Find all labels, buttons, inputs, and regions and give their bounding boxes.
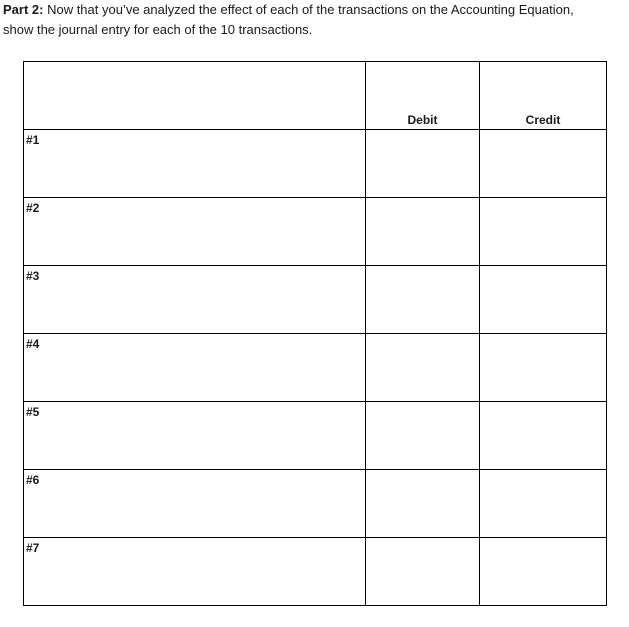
table-row [24, 130, 607, 198]
header-credit: Credit [480, 62, 607, 130]
table-row [24, 538, 607, 606]
table-row [24, 198, 607, 266]
entry-description-cell[interactable]: #3 [24, 266, 366, 334]
instructions-line1: Now that you’ve analyzed the effect of each of the transactions on the Accounting Equation, [43, 2, 574, 17]
header-debit: Debit [366, 62, 480, 130]
table-row [24, 334, 607, 402]
entry-description-cell[interactable]: #2 [24, 198, 366, 266]
credit-cell[interactable] [480, 130, 607, 198]
credit-cell[interactable] [480, 334, 607, 402]
table-row [24, 470, 607, 538]
instructions-line2: show the journal entry for each of the 10 transactions. [3, 22, 313, 37]
entry-description-cell[interactable]: #1 [24, 130, 366, 198]
entry-description-cell[interactable]: #5 [24, 402, 366, 470]
part-label: Part 2: [3, 2, 44, 17]
credit-cell[interactable] [480, 198, 607, 266]
credit-cell[interactable] [480, 402, 607, 470]
header-description[interactable] [24, 62, 366, 130]
debit-cell[interactable] [366, 470, 480, 538]
debit-cell[interactable] [366, 538, 480, 606]
debit-cell[interactable] [366, 198, 480, 266]
debit-cell[interactable] [366, 334, 480, 402]
instructions [3, 0, 623, 40]
entry-description-cell[interactable]: #4 [24, 334, 366, 402]
table-row [24, 266, 607, 334]
table-row [24, 402, 607, 470]
credit-cell[interactable] [480, 538, 607, 606]
entry-description-cell[interactable]: #7 [24, 538, 366, 606]
debit-cell[interactable] [366, 130, 480, 198]
debit-cell[interactable] [366, 266, 480, 334]
credit-cell[interactable] [480, 266, 607, 334]
debit-cell[interactable] [366, 402, 480, 470]
journal-entry-table [23, 61, 607, 606]
credit-cell[interactable] [480, 470, 607, 538]
header-row [24, 62, 607, 130]
entry-description-cell[interactable]: #6 [24, 470, 366, 538]
